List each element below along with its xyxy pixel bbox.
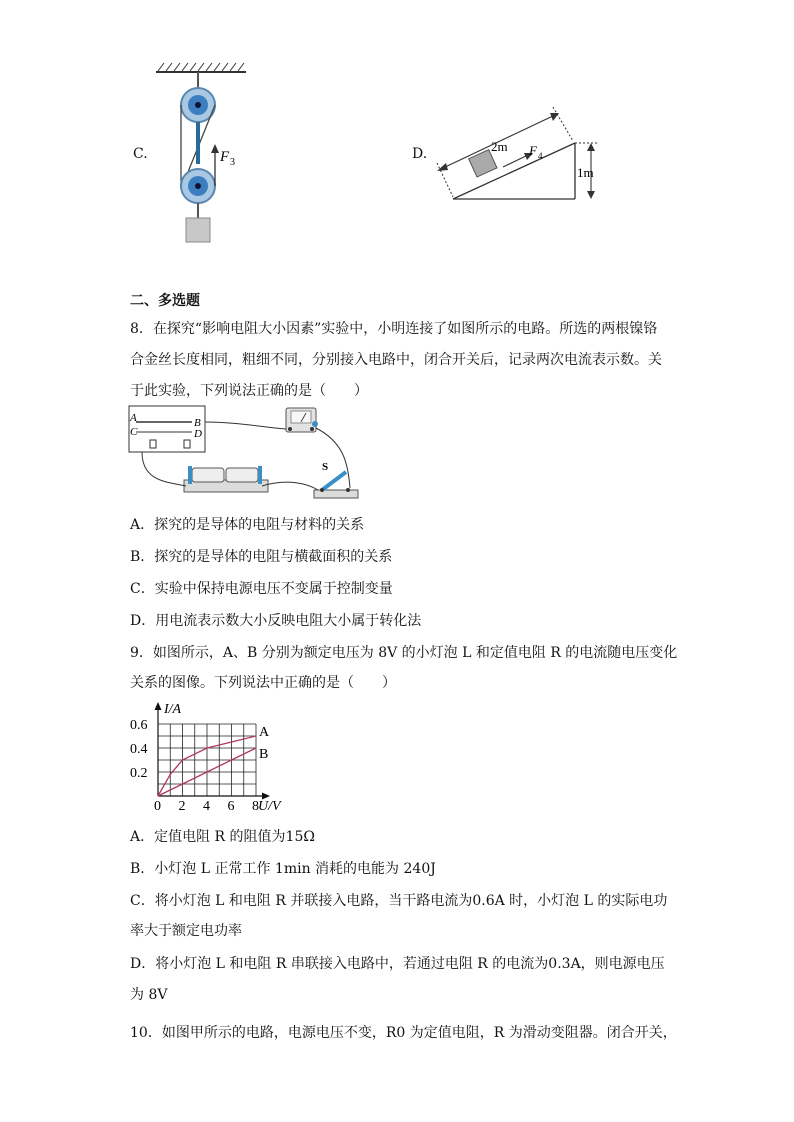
q10-stem-line1: 10．如图甲所示的电路，电源电压不变，R0 为定值电阻，R 为滑动变阻器。闭合开关， (130, 1025, 677, 1041)
q9-option-a[interactable]: A．定值电阻 R 的阻值为15Ω (130, 829, 315, 845)
x-tick-label: 6 (227, 799, 235, 812)
pulley-figure (150, 58, 260, 248)
series-label-a: A (259, 725, 270, 740)
q9-option-d-line2: 为 8V (130, 987, 168, 1003)
section-title: 二、多选题 (130, 293, 200, 309)
q8-stem-line3: 于此实验，下列说法正确的是（ ） (130, 383, 368, 399)
q8-stem-line2: 合金丝长度相同，粗细不同，分别接入电路中，闭合开关后，记录两次电流表示数。关 (130, 352, 662, 368)
circuit-figure (128, 402, 368, 506)
board-label-b: B (194, 417, 201, 429)
q9-option-c-line2: 率大于额定电功率 (130, 923, 242, 939)
height-1m-label: 1m (577, 165, 594, 180)
y-axis-arrow (155, 702, 162, 710)
q9-option-d-line1[interactable]: D．将小灯泡 L 和电阻 R 串联接入电路中，若通过电阻 R 的电流为0.3A，则电源电压 (130, 956, 665, 972)
x-tick-label: 8 (252, 799, 259, 812)
q8-stem-line1: 8．在探究“影响电阻大小因素”实验中，小明连接了如图所示的电路。所选的两根镍铬 (130, 321, 658, 337)
y-axis-title: I/A (164, 702, 182, 717)
q8-option-c[interactable]: C．实验中保持电源电压不变属于控制变量 (130, 581, 393, 597)
board-label-a: A (130, 412, 137, 424)
option-c-label[interactable]: C. (133, 146, 148, 162)
iu-chart (128, 700, 298, 812)
y-tick-label: 0.4 (130, 742, 148, 757)
q9-stem-line2: 关系的图像。下列说法中正确的是（ ） (130, 675, 396, 691)
x-tick-label: 0 (154, 799, 161, 812)
force-f4-label: F (529, 143, 537, 158)
length-2m-label: 2m (491, 139, 508, 154)
x-tick-label: 2 (178, 799, 186, 812)
series-label-b: B (259, 747, 269, 762)
q9-option-b[interactable]: B．小灯泡 L 正常工作 1min 消耗的电能为 240J (130, 861, 436, 877)
force-f3-label: F (220, 149, 230, 165)
board-label-d: D (194, 428, 202, 440)
q8-option-a[interactable]: A．探究的是导体的电阻与材料的关系 (130, 517, 365, 533)
chart-grid (158, 724, 256, 796)
incline-figure (425, 105, 610, 210)
y-tick-label: 0.6 (130, 718, 148, 733)
force-f3-subscript: 3 (230, 157, 235, 168)
y-tick-label: 0.2 (130, 766, 148, 781)
option-d-label[interactable]: D. (412, 146, 428, 162)
x-tick-label: 4 (203, 799, 210, 812)
switch-label-s: S (322, 461, 329, 473)
force-f4-subscript: 4 (538, 151, 543, 161)
q8-option-d[interactable]: D．用电流表示数大小反映电阻大小属于转化法 (130, 613, 422, 629)
q8-option-b[interactable]: B．探究的是导体的电阻与横截面积的关系 (130, 549, 393, 565)
q9-option-c-line1[interactable]: C．将小灯泡 L 和电阻 R 并联接入电路，当干路电流为0.6A 时，小灯泡 L 的实际电功 (130, 893, 668, 909)
q9-stem-line1: 9．如图所示，A、B 分别为额定电压为 8V 的小灯泡 L 和定值电阻 R 的电流随电压变化 (130, 645, 678, 661)
x-axis-title: U/V (258, 799, 281, 812)
board-label-c: C (130, 426, 138, 438)
